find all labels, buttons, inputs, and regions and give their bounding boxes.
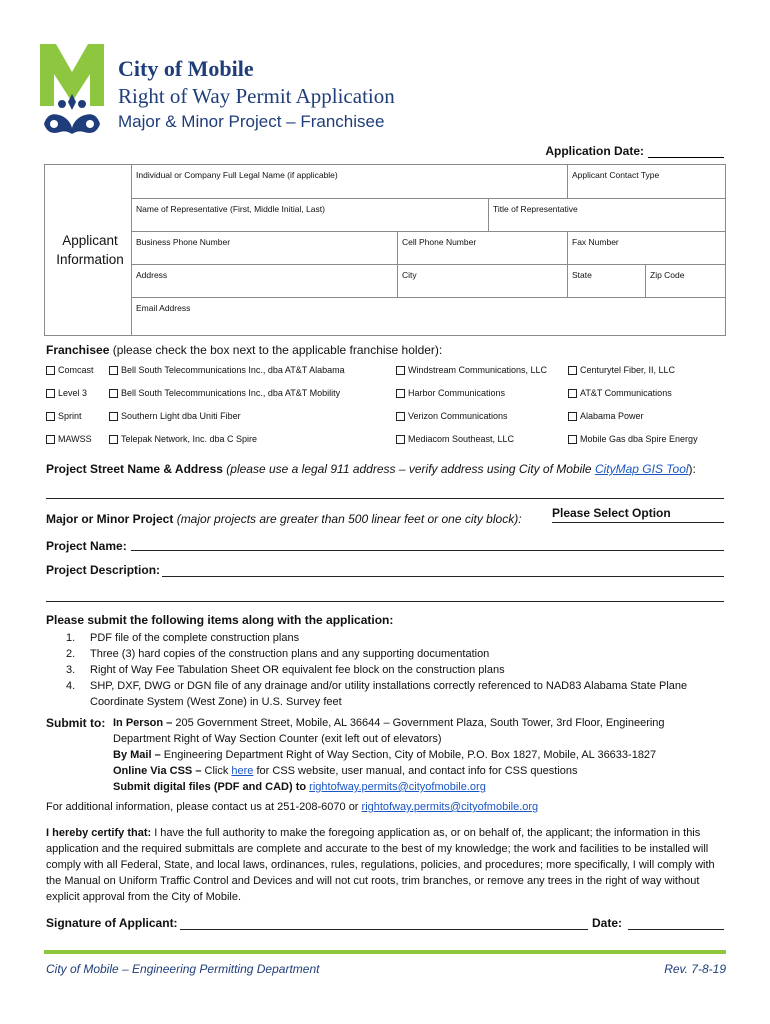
list-item-continuation: Coordinate System (West Zone) in U.S. Survey feet [90,696,342,708]
franchisee-option-label: Mediacom Southeast, LLC [408,434,515,444]
list-item: 1. PDF file of the complete construction plans [66,632,300,644]
franchisee-option[interactable] [46,365,94,375]
list-item: 4. SHP, DXF, DWG or DGN file of any drainage and/or utility installations correctly referenced to NAD83 Alabama State Plane [66,680,688,692]
franchisee-option-label: Sprint [58,411,82,421]
franchisee-checkbox[interactable] [396,435,405,444]
representative-name-field[interactable]: Name of Representative (First, Middle Initial, Last) [132,199,489,232]
certification-statement: I hereby certify that: I have the full authority to make the foregoing application as, or on behalf of, the applicant; the information in this application and the required submittals are complete and accurate to the best of my knowledge; the work and facilities to be installed will comply with all Federal, State, and local laws, ordinances, rules, regulations, policies, and procedures; more specifically, I will comply with the Manual on Uniform Traffic Control and Devices and will not cut roots, trim branches, or remove any trees in the right of way without explicit approval from the City of Mobile. [46,827,715,903]
css-here-link[interactable]: here [231,765,254,777]
franchisee-option[interactable] [109,434,257,444]
franchisee-option-label: Mobile Gas dba Spire Energy [580,434,698,444]
project-description-input-line-2[interactable] [46,601,724,602]
state-field[interactable]: State [568,265,646,298]
franchisee-option[interactable] [46,388,87,398]
email-field[interactable]: Email Address [136,303,191,313]
franchisee-checkbox[interactable] [396,412,405,421]
project-name-input-line[interactable] [131,550,724,551]
fax-field[interactable]: Fax Number [568,232,725,265]
list-item: 2. Three (3) hard copies of the construction plans and any supporting documentation [66,648,490,660]
project-type-select[interactable]: Please Select Option [552,506,724,523]
franchisee-checkbox[interactable] [46,435,55,444]
franchisee-option-label: Verizon Communications [408,411,508,421]
franchisee-option-label: MAWSS [58,434,92,444]
franchisee-option[interactable] [109,365,345,375]
franchisee-option-label: Windstream Communications, LLC [408,365,548,375]
franchisee-option[interactable] [396,434,514,444]
franchisee-checkbox[interactable] [46,389,55,398]
franchisee-option[interactable] [46,411,82,421]
franchisee-option-label: AT&T Communications [580,388,672,398]
application-date-field[interactable] [545,144,724,158]
franchisee-option-label: Telepak Network, Inc. dba C Spire [121,434,258,444]
signature-label: Signature of Applicant: [46,916,178,930]
franchisee-option-label: Alabama Power [580,411,644,421]
franchisee-checkbox[interactable] [109,389,118,398]
application-date-line [648,145,724,158]
franchisee-option[interactable] [396,388,505,398]
applicant-information-table [44,164,726,336]
applicant-section-label: Applicant Information [45,165,132,335]
legal-name-field[interactable]: Individual or Company Full Legal Name (if applicable) [132,165,568,199]
franchisee-checkbox[interactable] [46,366,55,375]
franchisee-checkbox[interactable] [109,435,118,444]
franchisee-checkbox[interactable] [568,389,577,398]
franchisee-checkbox[interactable] [568,366,577,375]
franchisee-checkbox[interactable] [568,412,577,421]
business-phone-field[interactable]: Business Phone Number [132,232,398,265]
digital-email-link[interactable]: rightofway.permits@cityofmobile.org [309,781,486,793]
date-label: Date: [592,916,623,930]
franchisee-option[interactable] [396,411,508,421]
submission-methods: In Person – 205 Government Street, Mobile, AL 36644 – Government Plaza, South Tower, 3rd Floor, Engineering Department Right of Way Section Counter (exit left out of elevators) By Mail – Engineering Department Right of Way Section, City of Mobile, P.O. Box 1827, Mobile, AL 36633-1827 Online Via CSS – Click here for CSS website, user manual, and contact info for CSS questions Submit digital files (PDF and CAD) to rightofway.permits@cityofmobile.org [113,715,733,795]
franchisee-option-label: Level 3 [58,388,88,398]
form-subtitle: Major & Minor Project – Franchisee [118,112,385,131]
representative-title-field[interactable]: Title of Representative [489,199,725,232]
franchisee-option-label: Bell South Telecommunications Inc., dba AT&T Alabama [121,365,345,375]
franchisee-checkbox[interactable] [109,366,118,375]
submission-items-list [66,630,726,710]
submission-heading: Please submit the following items along with the application: [46,613,394,627]
page-title: City of Mobile [118,56,254,81]
form-title: Right of Way Permit Application [118,84,395,108]
franchisee-option[interactable] [109,388,340,398]
signature-date-line[interactable] [628,929,724,930]
franchisee-option[interactable] [109,411,241,421]
cell-phone-field[interactable]: Cell Phone Number [398,232,568,265]
franchisee-checkbox[interactable] [568,435,577,444]
footer-divider [44,950,726,954]
digital-method: Submit digital files (PDF and CAD) to rightofway.permits@cityofmobile.org [113,781,486,793]
in-person-method: In Person – 205 Government Street, Mobile, AL 36644 – Government Plaza, South Tower, 3rd Floor, Engineering [113,717,665,729]
franchisee-option[interactable] [568,434,698,444]
application-date-label: Application Date: [545,144,644,158]
city-of-mobile-logo [40,44,104,140]
submit-to-label: Submit to: [46,716,106,730]
contact-email-link[interactable]: rightofway.permits@cityofmobile.org [361,801,539,813]
franchisee-option[interactable] [568,388,672,398]
franchisee-option-label: Comcast [58,365,94,375]
contact-type-field[interactable]: Applicant Contact Type [568,165,725,199]
franchisee-option[interactable] [396,365,547,375]
zip-code-field[interactable]: Zip Code [646,265,725,298]
project-description-input-line[interactable] [162,576,724,577]
project-street-input-line[interactable] [46,498,724,499]
franchisee-checkbox[interactable] [109,412,118,421]
footer-department: City of Mobile – Engineering Permitting Department [46,962,320,976]
franchisee-option[interactable] [568,365,675,375]
signature-line[interactable] [180,929,588,930]
citymap-gis-link[interactable]: CityMap GIS Tool [594,462,689,476]
address-field[interactable]: Address [132,265,398,298]
city-field[interactable]: City [398,265,568,298]
franchisee-checkbox[interactable] [46,412,55,421]
franchisee-option-label: Southern Light dba Uniti Fiber [121,411,241,421]
franchisee-checkbox[interactable] [396,389,405,398]
franchisee-option[interactable] [46,434,92,444]
footer-revision: Rev. 7-8-19 [664,962,726,976]
project-description-label: Project Description: [46,563,161,577]
project-street-label: Project Street Name & Address (please use a legal 911 address – verify address using City of Mobile CityMap GIS Tool): [46,462,696,476]
franchisee-checkbox[interactable] [396,366,405,375]
franchisee-option[interactable] [568,411,644,421]
contact-info: For additional information, please contact us at 251-208-6070 or rightofway.permits@cityofmobile.org [46,801,539,813]
project-type-label: Major or Minor Project (major projects are greater than 500 linear feet or one city block): [46,512,522,526]
online-method: Online Via CSS – Click here for CSS website, user manual, and contact info for CSS questions [113,765,578,777]
franchisee-option-label: Bell South Telecommunications Inc., dba AT&T Mobility [121,388,341,398]
list-item: 3. Right of Way Fee Tabulation Sheet OR equivalent fee block on the construction plans [66,664,505,676]
franchisee-option-label: Harbor Communications [408,388,506,398]
project-name-label: Project Name: [46,539,127,553]
mail-method: By Mail – Engineering Department Right of Way Section, City of Mobile, P.O. Box 1827, Mobile, AL 36633-1827 [113,749,657,761]
franchisee-option-label: Centurytel Fiber, II, LLC [580,365,676,375]
franchisee-heading: Franchisee (please check the box next to the applicable franchise holder): [46,343,443,357]
